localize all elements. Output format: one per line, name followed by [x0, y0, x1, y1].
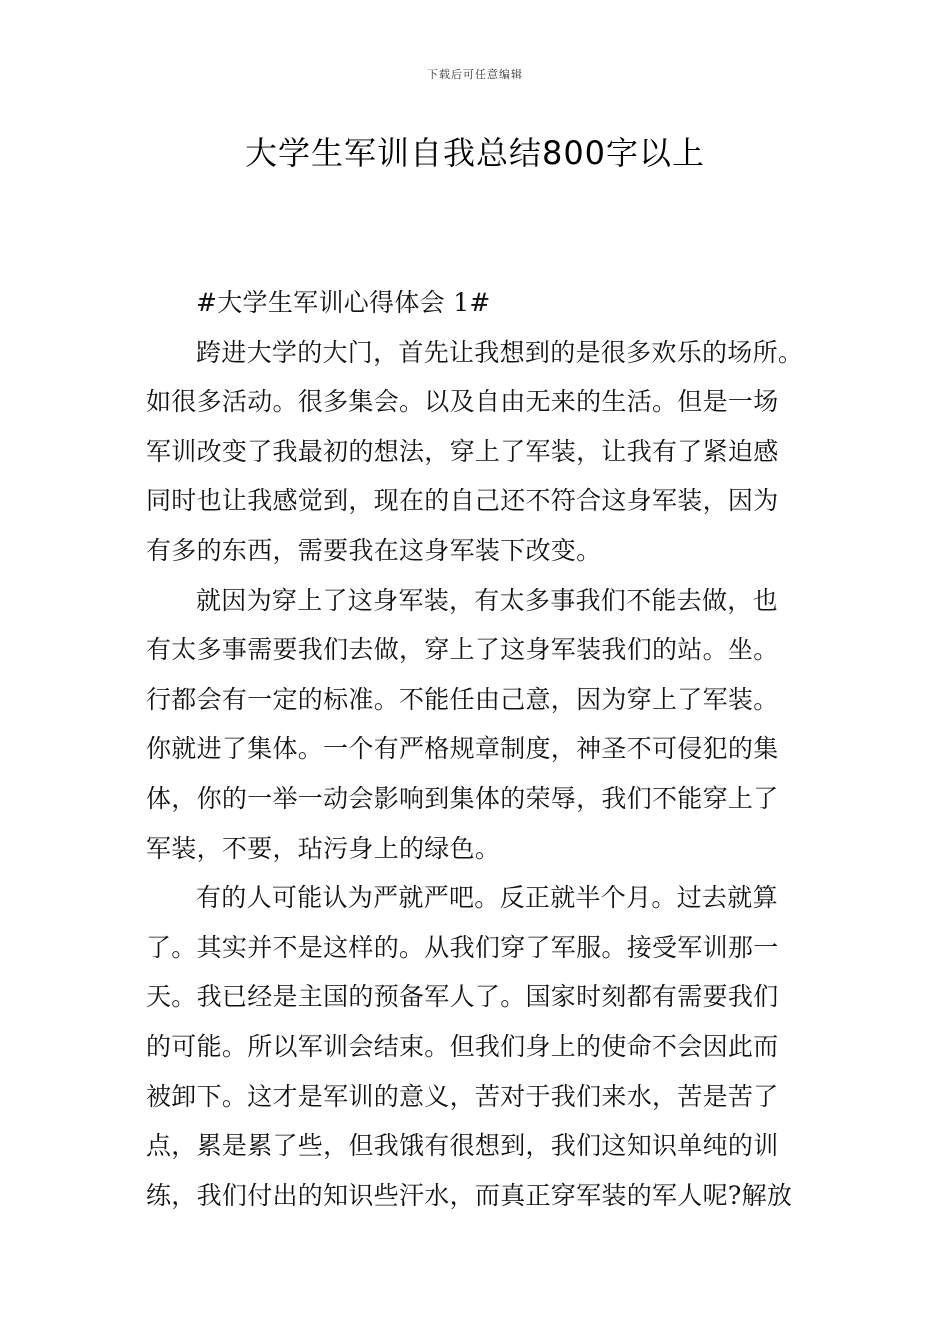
paragraph-line: 的可能。所以军训会结束。但我们身上的使命不会因此而 [146, 1031, 779, 1061]
paragraph-line: 有的人可能认为严就严吧。反正就半个月。过去就算 [196, 883, 778, 913]
paragraph-line: 体，你的一举一动会影响到集体的荣辱，我们不能穿上了 [146, 783, 779, 813]
paragraph-line: 了。其实并不是这样的。从我们穿了军服。接受军训那一 [146, 932, 779, 962]
section-heading: #大学生军训心得体会 1# [196, 288, 491, 317]
paragraph-line: 被卸下。这才是军训的意义，苦对于我们来水，苦是苦了 [146, 1081, 779, 1111]
paragraph-line: 如很多活动。很多集会。以及自由无来的生活。但是一场 [146, 387, 779, 417]
paragraph-line: 天。我已经是主国的预备军人了。国家时刻都有需要我们 [146, 982, 779, 1012]
paragraph-line: 同时也让我感觉到，现在的自己还不符合这身军装，因为 [146, 486, 779, 516]
paragraph-line: 有太多事需要我们去做，穿上了这身军装我们的站。坐。 [146, 635, 779, 665]
paragraph-line: 军装，不要，玷污身上的绿色。 [146, 833, 501, 863]
document-body [146, 278, 816, 1220]
paragraph-line: 行都会有一定的标准。不能任由己意，因为穿上了军装。 [146, 684, 779, 714]
paragraph-line: 跨进大学的大门，首先让我想到的是很多欢乐的场所。 [196, 337, 804, 367]
document-title: 大学生军训自我总结800字以上 [244, 134, 706, 172]
paragraph-line: 就因为穿上了这身军装，有太多事我们不能去做，也 [196, 585, 778, 615]
paragraph-line: 练，我们付出的知识些汗水，而真正穿军装的军人呢?解放 [146, 1180, 793, 1210]
paragraph-line: 你就进了集体。一个有严格规章制度，神圣不可侵犯的集 [146, 734, 779, 764]
header-note: 下载后可任意编辑 [427, 68, 523, 81]
paragraph-line: 军训改变了我最初的想法，穿上了军装，让我有了紧迫感 [146, 436, 779, 466]
paragraph-line: 点，累是累了些，但我饿有很想到，我们这知识单纯的训 [146, 1131, 779, 1161]
paragraph-line: 有多的东西，需要我在这身军装下改变。 [146, 535, 602, 565]
